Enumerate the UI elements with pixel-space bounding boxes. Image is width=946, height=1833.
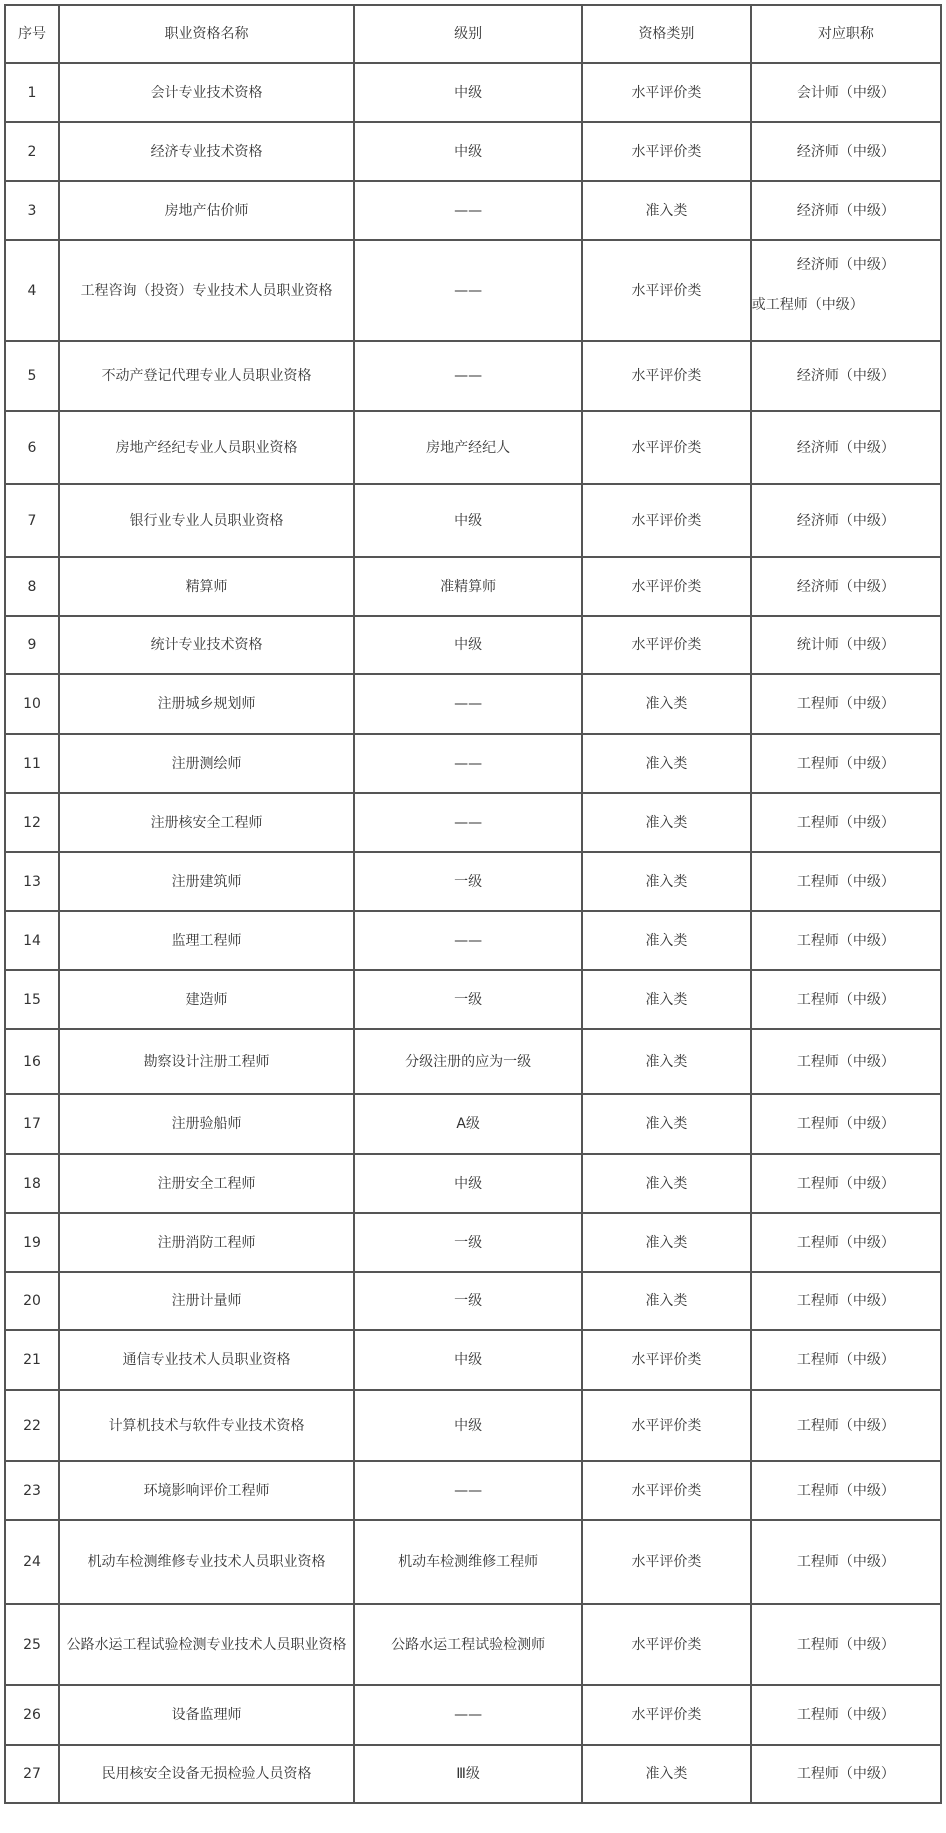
cell-level: 一级: [354, 1272, 582, 1330]
cell-name: 注册测绘师: [59, 734, 354, 793]
cell-name: 注册计量师: [59, 1272, 354, 1330]
cell-title: 统计师（中级）: [751, 616, 941, 674]
cell-category: 水平评价类: [582, 1520, 751, 1604]
cell-no: 18: [5, 1154, 59, 1213]
cell-name: 银行业专业人员职业资格: [59, 484, 354, 557]
cell-category: 准入类: [582, 1745, 751, 1803]
cell-category: 水平评价类: [582, 240, 751, 341]
cell-level: 中级: [354, 1154, 582, 1213]
table-row: [5, 557, 941, 616]
cell-title: 工程师（中级）: [751, 1272, 941, 1330]
cell-name: 设备监理师: [59, 1685, 354, 1745]
cell-category: 水平评价类: [582, 1461, 751, 1520]
cell-category: 准入类: [582, 1154, 751, 1213]
cell-category: 水平评价类: [582, 557, 751, 616]
cell-name: 注册消防工程师: [59, 1213, 354, 1272]
cell-no: 11: [5, 734, 59, 793]
cell-level: ——: [354, 341, 582, 411]
table-row: [5, 1685, 941, 1745]
table-row: [5, 1745, 941, 1803]
cell-level: ——: [354, 674, 582, 734]
cell-level: Ⅲ级: [354, 1745, 582, 1803]
cell-level: ——: [354, 734, 582, 793]
cell-title: 经济师（中级）: [751, 181, 941, 240]
cell-title: 工程师（中级）: [751, 734, 941, 793]
cell-level: 中级: [354, 1330, 582, 1390]
cell-category: 水平评价类: [582, 1390, 751, 1461]
cell-name: 注册建筑师: [59, 852, 354, 911]
cell-category: 水平评价类: [582, 484, 751, 557]
cell-category: 准入类: [582, 852, 751, 911]
cell-no: 19: [5, 1213, 59, 1272]
table-row: [5, 1154, 941, 1213]
cell-title: 工程师（中级）: [751, 1520, 941, 1604]
cell-category: 水平评价类: [582, 341, 751, 411]
table-row: [5, 1029, 941, 1094]
cell-name: 精算师: [59, 557, 354, 616]
cell-level: ——: [354, 1461, 582, 1520]
cell-no: 4: [5, 240, 59, 341]
cell-no: 24: [5, 1520, 59, 1604]
table-row: [5, 1390, 941, 1461]
cell-name: 注册城乡规划师: [59, 674, 354, 734]
cell-no: 12: [5, 793, 59, 852]
table-row: [5, 1213, 941, 1272]
cell-category: 水平评价类: [582, 616, 751, 674]
table-body: [5, 63, 941, 1803]
cell-title: 工程师（中级）: [751, 1685, 941, 1745]
table-row: [5, 852, 941, 911]
cell-no: 15: [5, 970, 59, 1029]
table-row: [5, 911, 941, 970]
cell-name: 通信专业技术人员职业资格: [59, 1330, 354, 1390]
cell-category: 准入类: [582, 1213, 751, 1272]
cell-name: 注册验船师: [59, 1094, 354, 1154]
table-row: [5, 793, 941, 852]
table-row: [5, 1330, 941, 1390]
cell-category: 准入类: [582, 674, 751, 734]
cell-level: 房地产经纪人: [354, 411, 582, 484]
cell-title: 工程师（中级）: [751, 1094, 941, 1154]
cell-no: 1: [5, 63, 59, 122]
cell-no: 22: [5, 1390, 59, 1461]
cell-no: 17: [5, 1094, 59, 1154]
table-row: [5, 1461, 941, 1520]
cell-level: 分级注册的应为一级: [354, 1029, 582, 1094]
cell-name: 不动产登记代理专业人员职业资格: [59, 341, 354, 411]
cell-category: 准入类: [582, 181, 751, 240]
table-row: [5, 1272, 941, 1330]
cell-category: 水平评价类: [582, 1685, 751, 1745]
cell-title: 会计师（中级）: [751, 63, 941, 122]
cell-level: 公路水运工程试验检测师: [354, 1604, 582, 1685]
table-row: [5, 674, 941, 734]
cell-level: ——: [354, 911, 582, 970]
cell-level: ——: [354, 240, 582, 341]
cell-level: 中级: [354, 1390, 582, 1461]
cell-no: 21: [5, 1330, 59, 1390]
cell-level: 一级: [354, 970, 582, 1029]
cell-category: 水平评价类: [582, 1330, 751, 1390]
cell-title: 工程师（中级）: [751, 911, 941, 970]
cell-level: 准精算师: [354, 557, 582, 616]
cell-title: 工程师（中级）: [751, 970, 941, 1029]
cell-no: 7: [5, 484, 59, 557]
table-row: [5, 734, 941, 793]
header-title: 对应职称: [751, 5, 941, 63]
cell-no: 16: [5, 1029, 59, 1094]
cell-no: 26: [5, 1685, 59, 1745]
cell-name: 勘察设计注册工程师: [59, 1029, 354, 1094]
cell-no: 6: [5, 411, 59, 484]
cell-name: 计算机技术与软件专业技术资格: [59, 1390, 354, 1461]
table-row: [5, 122, 941, 181]
qualification-table: [4, 4, 942, 1804]
header-no: 序号: [5, 5, 59, 63]
cell-category: 准入类: [582, 970, 751, 1029]
cell-category: 准入类: [582, 1094, 751, 1154]
cell-level: 中级: [354, 122, 582, 181]
cell-title: 工程师（中级）: [751, 1213, 941, 1272]
table-row: [5, 63, 941, 122]
cell-name: 注册核安全工程师: [59, 793, 354, 852]
cell-no: 23: [5, 1461, 59, 1520]
cell-title-line2: 或工程师（中级）: [751, 297, 864, 313]
cell-title: 工程师（中级）: [751, 1029, 941, 1094]
cell-category: 水平评价类: [582, 122, 751, 181]
cell-title: 工程师（中级）: [751, 1330, 941, 1390]
cell-title: 工程师（中级）: [751, 1461, 941, 1520]
table-row: [5, 240, 941, 341]
cell-name: 建造师: [59, 970, 354, 1029]
table-row: [5, 341, 941, 411]
cell-name: 房地产估价师: [59, 181, 354, 240]
cell-level: ——: [354, 1685, 582, 1745]
header-name: 职业资格名称: [59, 5, 354, 63]
cell-name: 公路水运工程试验检测专业技术人员职业资格: [59, 1604, 354, 1685]
cell-title: 经济师（中级）: [751, 341, 941, 411]
table-row: [5, 970, 941, 1029]
cell-category: 准入类: [582, 911, 751, 970]
cell-category: 水平评价类: [582, 63, 751, 122]
cell-title: 工程师（中级）: [751, 793, 941, 852]
cell-title: 工程师（中级）: [751, 1390, 941, 1461]
cell-name: 机动车检测维修专业技术人员职业资格: [59, 1520, 354, 1604]
table-row: [5, 1094, 941, 1154]
cell-category: 水平评价类: [582, 411, 751, 484]
cell-no: 20: [5, 1272, 59, 1330]
cell-level: 一级: [354, 1213, 582, 1272]
table-row: [5, 411, 941, 484]
cell-level: 中级: [354, 484, 582, 557]
cell-level: 中级: [354, 63, 582, 122]
cell-no: 25: [5, 1604, 59, 1685]
table-header-row: [5, 5, 941, 63]
cell-level: ——: [354, 793, 582, 852]
cell-level: 一级: [354, 852, 582, 911]
table-row: [5, 1520, 941, 1604]
cell-no: 13: [5, 852, 59, 911]
cell-name: 会计专业技术资格: [59, 63, 354, 122]
header-category: 资格类别: [582, 5, 751, 63]
table-row: [5, 616, 941, 674]
cell-title-line1: 经济师（中级）: [796, 257, 895, 273]
cell-title: 工程师（中级）: [751, 852, 941, 911]
cell-title: 经济师（中级）: [751, 484, 941, 557]
cell-title: 经济师（中级）: [751, 557, 941, 616]
cell-category: 准入类: [582, 793, 751, 852]
cell-title: 经济师（中级）: [751, 122, 941, 181]
cell-no: 14: [5, 911, 59, 970]
cell-no: 5: [5, 341, 59, 411]
cell-level: 中级: [354, 616, 582, 674]
cell-title: 工程师（中级）: [751, 674, 941, 734]
header-level: 级别: [354, 5, 582, 63]
cell-name: 工程咨询（投资）专业技术人员职业资格: [59, 240, 354, 341]
cell-name: 经济专业技术资格: [59, 122, 354, 181]
cell-title: 工程师（中级）: [751, 1745, 941, 1803]
cell-name: 环境影响评价工程师: [59, 1461, 354, 1520]
cell-no: 27: [5, 1745, 59, 1803]
cell-category: 准入类: [582, 1272, 751, 1330]
cell-category: 准入类: [582, 734, 751, 793]
cell-level: A级: [354, 1094, 582, 1154]
table-row: [5, 484, 941, 557]
cell-no: 10: [5, 674, 59, 734]
cell-name: 民用核安全设备无损检验人员资格: [59, 1745, 354, 1803]
cell-name: 注册安全工程师: [59, 1154, 354, 1213]
table-row: [5, 181, 941, 240]
table-row: [5, 1604, 941, 1685]
cell-no: 3: [5, 181, 59, 240]
cell-title: 经济师（中级）: [751, 411, 941, 484]
cell-name: 房地产经纪专业人员职业资格: [59, 411, 354, 484]
cell-no: 9: [5, 616, 59, 674]
cell-title: [751, 240, 941, 341]
cell-no: 8: [5, 557, 59, 616]
cell-level: 机动车检测维修工程师: [354, 1520, 582, 1604]
cell-category: 准入类: [582, 1029, 751, 1094]
cell-name: 监理工程师: [59, 911, 354, 970]
cell-level: ——: [354, 181, 582, 240]
cell-title: 工程师（中级）: [751, 1604, 941, 1685]
cell-category: 水平评价类: [582, 1604, 751, 1685]
cell-title: 工程师（中级）: [751, 1154, 941, 1213]
cell-name: 统计专业技术资格: [59, 616, 354, 674]
cell-no: 2: [5, 122, 59, 181]
